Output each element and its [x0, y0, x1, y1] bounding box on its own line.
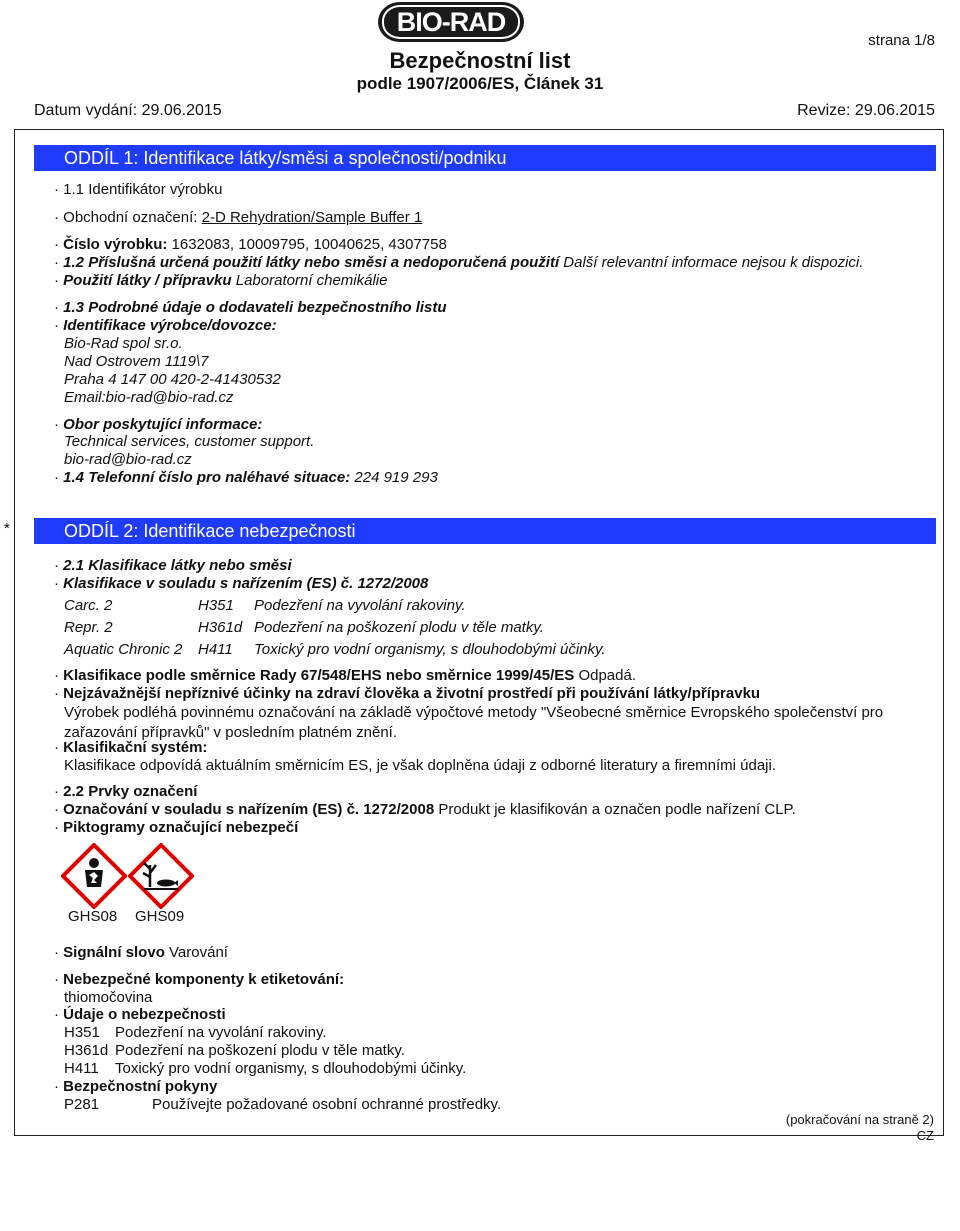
clp-labelling: · Označování v souladu s nařízením (ES) č. 1272/2008 Produkt je klasifikován a označen podle nařízení CLP. [54, 801, 796, 818]
classification-heading: · 2.1 Klasifikace látky nebo směsi [54, 557, 292, 574]
bio-rad-logo: BIO-RAD [378, 2, 524, 42]
classification-system-text: Klasifikace odpovídá aktuálním směrnicím ES, je však doplněna údaji z odborné literatury a firemními údaji. [64, 757, 777, 774]
hazard-text-cell: Toxický pro vodní organismy, s dlouhodobými účinky. [254, 641, 606, 658]
adverse-effects-text: Výrobek podléhá povinnému označování na základě výpočtové metody "Všeobecné směrnice Evropského společenství pro zařazování přípravků" v posledním platném znění. [64, 704, 884, 741]
precautionary-heading: · Bezpečnostní pokyny [54, 1078, 218, 1095]
h-code-cell: H411 [198, 641, 233, 658]
h-code-cell: H351 [198, 597, 234, 614]
classification-system-heading: · Klasifikační systém: [54, 739, 208, 756]
page-number: strana 1/8 [868, 32, 935, 49]
precaution-statement: Používejte požadované osobní ochranné prostředky. [152, 1096, 502, 1113]
section-1-header: ODDÍL 1: Identifikace látky/směsi a společnosti/podniku [34, 145, 936, 171]
ghs08-label: GHS08 [68, 908, 118, 925]
manufacturer-identification: · Identifikace výrobce/dovozce: [54, 317, 277, 334]
hazard-text-cell: Podezření na poškození plodu v těle matky. [254, 619, 544, 636]
info-department-email: bio-rad@bio-rad.cz [64, 451, 192, 468]
identified-uses: · 1.2 Příslušná určená použití látky nebo směsi a nedoporučená použití Další relevantní informace nejsou k dispozici. [54, 254, 864, 271]
adverse-effects-heading: · Nejzávažnější nepříznivé účinky na zdraví člověka a životní prostředí při používání látky/přípravku [54, 685, 761, 702]
class-cell: Repr. 2 [64, 619, 113, 636]
address-line-2: Nad Ostrovem 1119\7 [64, 353, 209, 370]
ghs08-health-hazard-icon [61, 843, 127, 909]
substance-use: · Použití látky / přípravku Laboratorní chemikálie [54, 272, 388, 289]
class-cell: Carc. 2 [64, 597, 113, 614]
ghs09-environment-icon [128, 843, 194, 909]
pictograms-heading: · Piktogramy označující nebezpečí [54, 819, 299, 836]
revision-marker: * [4, 520, 10, 537]
trade-name: · Obchodní označení: 2-D Rehydration/Sample Buffer 1 [54, 209, 423, 226]
precaution-code: P281 [64, 1096, 100, 1113]
product-identifier-heading: · 1.1 Identifikátor výrobku [54, 181, 223, 198]
continuation-note: (pokračování na straně 2) [785, 1112, 934, 1127]
email-address: Email:bio-rad@bio-rad.cz [64, 389, 234, 406]
hazard-code: H411 [64, 1060, 99, 1077]
issue-date: Datum vydání: 29.06.2015 [34, 102, 222, 119]
hazard-statements-heading: · Údaje o nebezpečnosti [54, 1006, 226, 1023]
emergency-phone: · 1.4 Telefonní číslo pro naléhavé situace: 224 919 293 [54, 469, 438, 486]
class-cell: Aquatic Chronic 2 [64, 641, 183, 658]
hazard-code: H351 [64, 1024, 100, 1041]
product-number: · Číslo výrobku: 1632083, 10009795, 10040625, 4307758 [54, 236, 447, 253]
ghs09-label: GHS09 [135, 908, 185, 925]
hazard-code: H361d [64, 1042, 109, 1059]
hazard-statement: Podezření na poškození plodu v těle matky. [115, 1042, 405, 1059]
hazard-statement: Toxický pro vodní organismy, s dlouhodobými účinky. [115, 1060, 467, 1077]
info-department-heading: · Obor poskytující informace: [54, 416, 263, 433]
info-department-text: Technical services, customer support. [64, 433, 315, 450]
hazardous-component: thiomočovina [64, 989, 153, 1006]
address-line-1: Bio-Rad spol sr.o. [64, 335, 183, 352]
address-line-3: Praha 4 147 00 420-2-41430532 [64, 371, 281, 388]
signal-word: · Signální slovo Varování [54, 944, 228, 961]
document-title: Bezpečnostní list [389, 48, 571, 73]
clp-classification: · Klasifikace v souladu s nařízením (ES) č. 1272/2008 [54, 575, 429, 592]
revision-date: Revize: 29.06.2015 [797, 102, 935, 119]
hazard-statement: Podezření na vyvolání rakoviny. [115, 1024, 327, 1041]
label-elements-heading: · 2.2 Prvky označení [54, 783, 198, 800]
hazardous-components-heading: · Nebezpečné komponenty k etiketování: [54, 971, 345, 988]
document-subtitle: podle 1907/2006/ES, Článek 31 [356, 74, 604, 93]
supplier-details-heading: · 1.3 Podrobné údaje o dodavateli bezpečnostního listu [54, 299, 447, 316]
h-code-cell: H361d [198, 619, 243, 636]
directive-classification: · Klasifikace podle směrnice Rady 67/548/EHS nebo směrnice 1999/45/ES Odpadá. [54, 667, 636, 684]
language-code: CZ [916, 1128, 934, 1143]
hazard-text-cell: Podezření na vyvolání rakoviny. [254, 597, 466, 614]
section-2-header: ODDÍL 2: Identifikace nebezpečnosti [34, 518, 936, 544]
